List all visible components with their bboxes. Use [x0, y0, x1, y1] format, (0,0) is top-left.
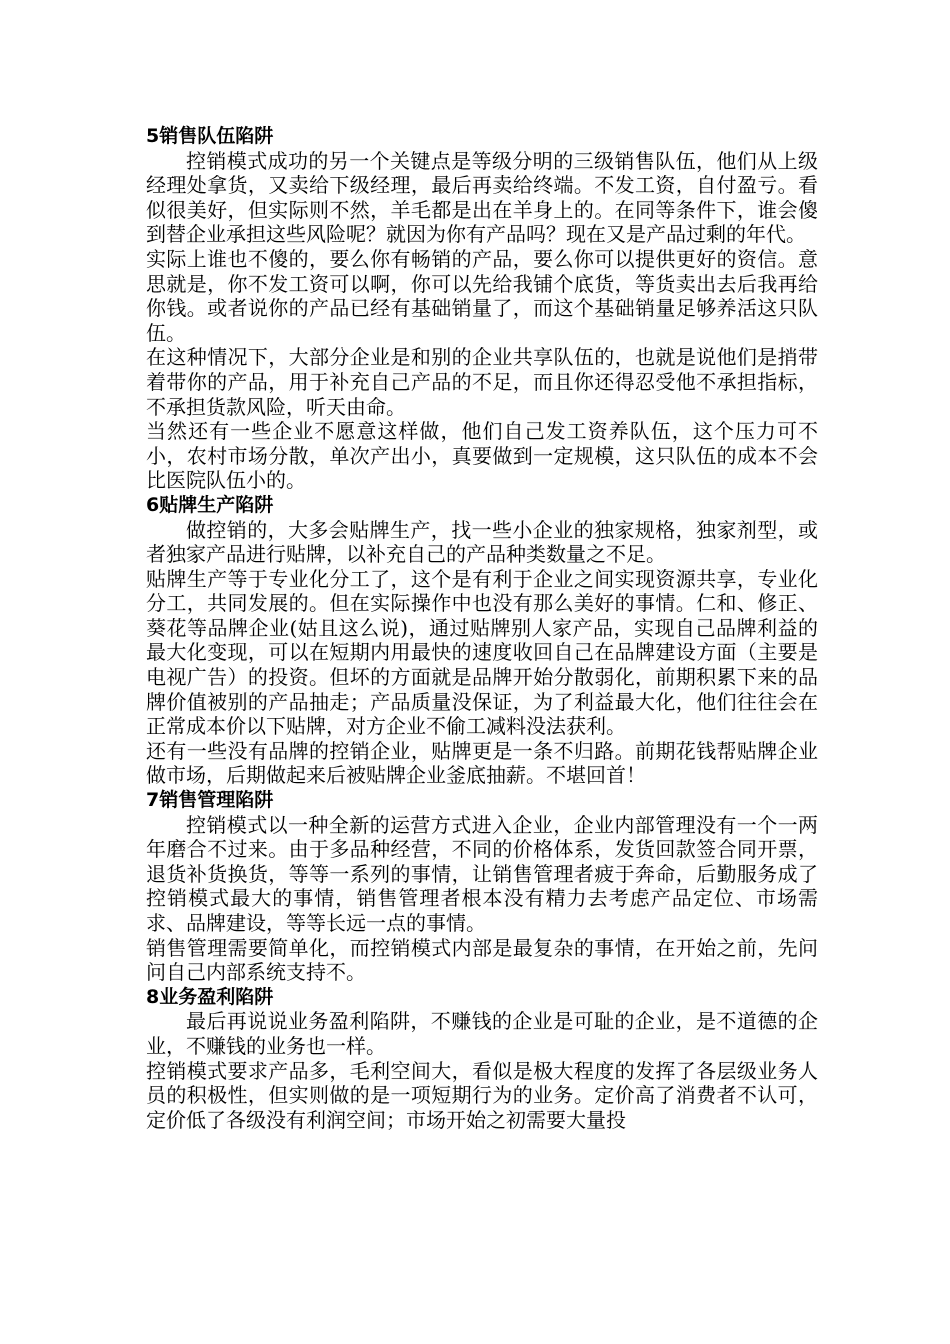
paragraph: 做控销的，大多会贴牌生产，找一些小企业的独家规格，独家剂型，或者独家产品进行贴牌，以补充自己的产品种类数量之不足。: [146, 517, 818, 567]
paragraph: 贴牌生产等于专业化分工了，这个是有利于企业之间实现资源共享，专业化分工，共同发展的。但在实际操作中也没有那么美好的事情。仁和、修正、葵花等品牌企业(姑且这么说)，通过贴牌别人家产品，实现自己品牌利益的最大化变现，可以在短期内用最快的速度收回自己在品牌建设方面（主要是电视广告）的投资。但坏的方面就是品牌开始分散弱化，前期积累下来的品牌价值被别的产品抽走；产品质量没保证，为了利益最大化，他们往往会在正常成本价以下贴牌，对方企业不偷工减料没法获利。: [146, 566, 818, 739]
paragraph: 还有一些没有品牌的控销企业，贴牌更是一条不归路。前期花钱帮贴牌企业做市场，后期做起来后被贴牌企业釜底抽薪。不堪回首！: [146, 738, 818, 788]
paragraph: 当然还有一些企业不愿意这样做，他们自己发工资养队伍，这个压力可不小，农村市场分散，单次产出小，真要做到一定规模，这只队伍的成本不会比医院队伍小的。: [146, 419, 818, 493]
document-page: [146, 124, 818, 1132]
section-sales-team-trap: [146, 124, 818, 493]
section-heading: 8业务盈利陷阱: [146, 985, 274, 1008]
paragraph: 实际上谁也不傻的，要么你有畅销的产品，要么你可以提供更好的资信。意思就是，你不发工资可以啊，你可以先给我铺个底货，等货卖出去后我再给你钱。或者说你的产品已经有基础销量了，而这个基础销量足够养活这只队伍。: [146, 246, 818, 345]
paragraph: 销售管理需要简单化，而控销模式内部是最复杂的事情，在开始之前，先问问自己内部系统支持不。: [146, 935, 818, 985]
section-heading: 6贴牌生产陷阱: [146, 493, 274, 516]
section-sales-management-trap: [146, 788, 818, 985]
section-oem-production-trap: [146, 493, 818, 788]
paragraph: 控销模式成功的另一个关键点是等级分明的三级销售队伍，他们从上级经理处拿货，又卖给下级经理，最后再卖给终端。不发工资，自付盈亏。看似很美好，但实际则不然，羊毛都是出在羊身上的。在同等条件下，谁会傻到替企业承担这些风险呢？就因为你有产品吗？现在又是产品过剩的年代。: [146, 148, 818, 247]
section-business-profit-trap: [146, 985, 818, 1133]
paragraph: 在这种情况下，大部分企业是和别的企业共享队伍的，也就是说他们是捎带着带你的产品，用于补充自己产品的不足，而且你还得忍受他不承担指标，不承担货款风险，听天由命。: [146, 345, 818, 419]
section-heading: 5销售队伍陷阱: [146, 125, 274, 147]
paragraph: 控销模式要求产品多，毛利空间大，看似是极大程度的发挥了各层级业务人员的积极性，但实则做的是一项短期行为的业务。定价高了消费者不认可，定价低了各级没有利润空间；市场开始之初需要大量投: [146, 1058, 818, 1132]
paragraph: 控销模式以一种全新的运营方式进入企业，企业内部管理没有一个一两年磨合不过来。由于多品种经营，不同的价格体系，发货回款签合同开票，退货补货换货，等等一系列的事情，让销售管理者疲于奔命，后勤服务成了控销模式最大的事情，销售管理者根本没有精力去考虑产品定位、市场需求、品牌建设，等等长远一点的事情。: [146, 812, 818, 935]
section-heading: 7销售管理陷阱: [146, 789, 274, 812]
paragraph: 最后再说说业务盈利陷阱，不赚钱的企业是可耻的企业，是不道德的企业，不赚钱的业务也一样。: [146, 1009, 818, 1058]
